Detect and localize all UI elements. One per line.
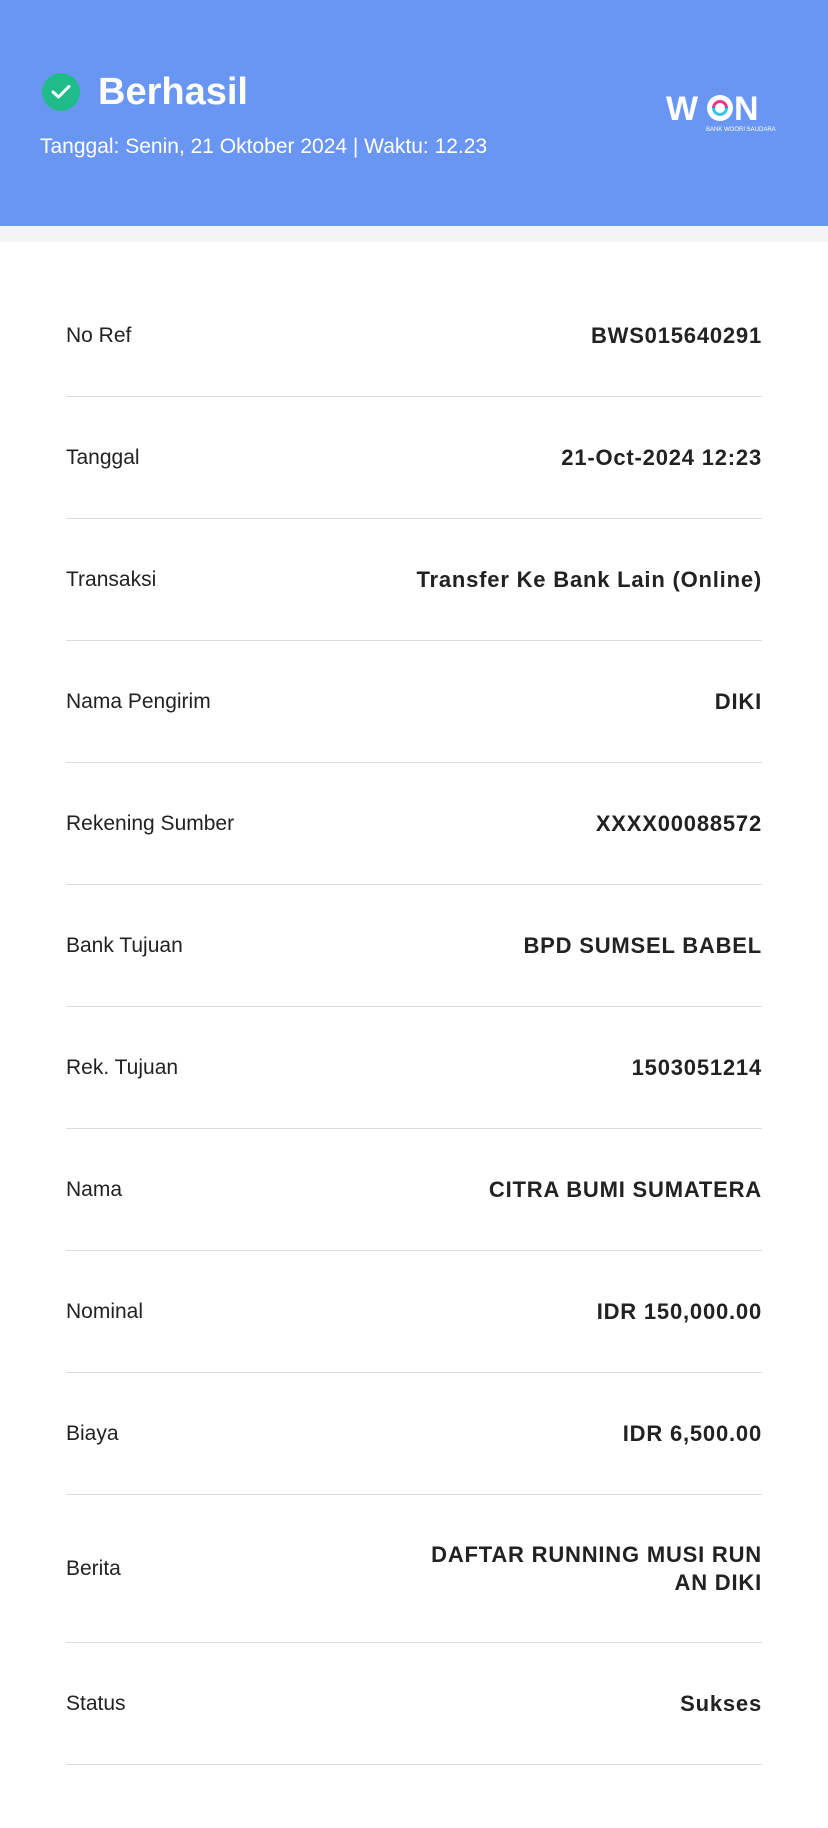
detail-value: DIKI: [714, 688, 762, 714]
status-title: Berhasil: [98, 71, 248, 113]
transaction-datetime: Tanggal: Senin, 21 Oktober 2024 | Waktu: 12.23: [40, 135, 488, 158]
detail-value: Transfer Ke Bank Lain (Online): [416, 566, 762, 592]
detail-row-transaksi: [66, 519, 762, 641]
detail-value: BPD SUMSEL BABEL: [523, 932, 762, 958]
check-circle-icon: [42, 73, 80, 111]
receipt-header: [0, 0, 828, 226]
detail-label: Nama Pengirim: [66, 689, 211, 713]
detail-row-rekening-sumber: [66, 763, 762, 885]
detail-value: IDR 6,500.00: [622, 1420, 762, 1446]
bank-logo: [666, 88, 784, 134]
detail-row-nominal: [66, 1251, 762, 1373]
detail-row-status: [66, 1643, 762, 1765]
detail-row-nama: [66, 1129, 762, 1251]
svg-text:N: N: [734, 90, 759, 128]
detail-label: Rek. Tujuan: [66, 1055, 179, 1079]
detail-value: IDR 150,000.00: [596, 1298, 762, 1324]
detail-row-no-ref: [66, 242, 762, 397]
header-separator: [0, 226, 828, 242]
svg-text:BANK WOORI SAUDARA: BANK WOORI SAUDARA: [706, 127, 776, 133]
detail-value: CITRA BUMI SUMATERA: [488, 1176, 762, 1202]
detail-label: Transaksi: [66, 567, 157, 591]
detail-label: No Ref: [66, 323, 132, 347]
detail-row-berita: [66, 1495, 762, 1643]
detail-label: Tanggal: [66, 445, 140, 469]
detail-value: 21-Oct-2024 12:23: [561, 444, 762, 470]
detail-row-biaya: [66, 1373, 762, 1495]
status-row: [42, 70, 248, 114]
detail-value: Sukses: [680, 1690, 762, 1716]
detail-value: XXXX00088572: [595, 810, 762, 836]
detail-value: 1503051214: [631, 1054, 762, 1080]
detail-label: Biaya: [66, 1421, 119, 1445]
detail-label: Nama: [66, 1177, 123, 1201]
detail-label: Bank Tujuan: [66, 933, 183, 957]
detail-label: Berita: [66, 1556, 121, 1580]
detail-label: Nominal: [66, 1299, 144, 1323]
detail-label: Status: [66, 1691, 126, 1715]
transaction-details: [66, 242, 762, 1765]
detail-row-rek-tujuan: [66, 1007, 762, 1129]
svg-text:W: W: [666, 90, 699, 128]
detail-row-nama-pengirim: [66, 641, 762, 763]
detail-value: DAFTAR RUNNING MUSI RUN AN DIKI: [431, 1541, 762, 1595]
detail-label: Rekening Sumber: [66, 811, 235, 835]
detail-value: BWS015640291: [590, 322, 762, 348]
detail-row-bank-tujuan: [66, 885, 762, 1007]
detail-row-tanggal: [66, 397, 762, 519]
